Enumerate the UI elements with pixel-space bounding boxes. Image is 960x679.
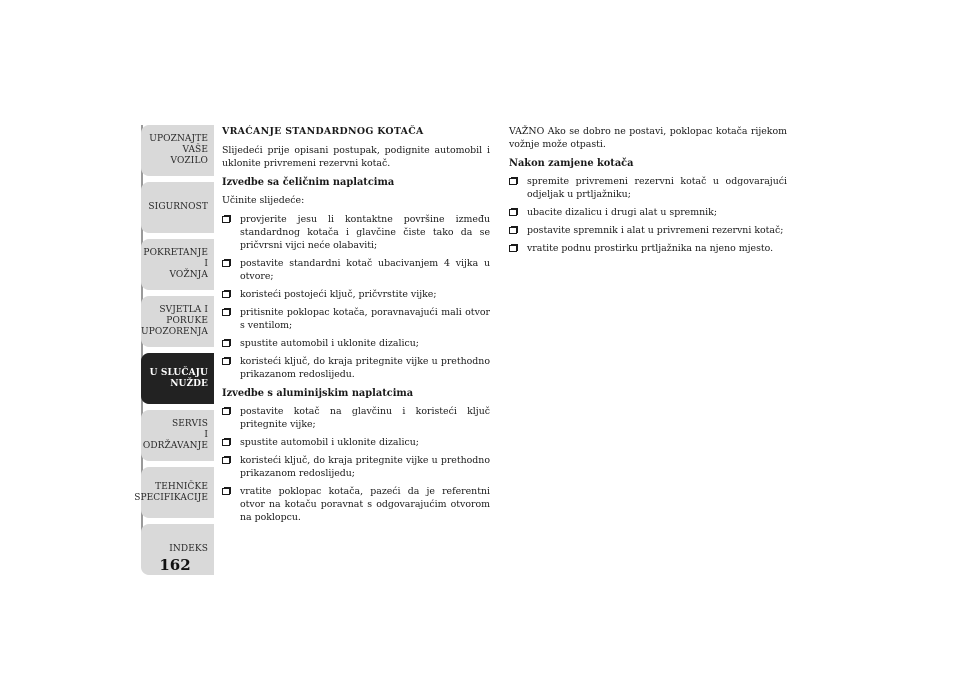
list-item: postavite standardni kotač ubacivanjem 4 vijka u otvore; (222, 257, 490, 283)
checkbox-bullet-icon (222, 340, 230, 347)
subheading-after-change: Nakon zamjene kotača (509, 158, 634, 169)
tab-label: U SLUČAJU NUŽDE (149, 367, 208, 389)
section-title: VRAĆANJE STANDARDNOG KOTAČA (222, 126, 424, 137)
list-item: spustite automobil i uklonite dizalicu; (222, 436, 490, 449)
tab-label: SIGURNOST (148, 202, 208, 212)
steps-after-change (509, 175, 787, 255)
checkbox-bullet-icon (222, 260, 230, 267)
checkbox-bullet-icon (509, 178, 517, 185)
tab-tehnicke-specifikacije[interactable] (134, 467, 214, 518)
list-item: postavite kotač na glavčinu i koristeći ključ pritegnite vijke; (222, 405, 490, 431)
checkbox-bullet-icon (222, 291, 230, 298)
list-item: provjerite jesu li kontaktne površine između standardnog kotača i glavčine čiste tako da se pričvrsni vijci neće olabaviti; (222, 213, 490, 252)
left-column (222, 125, 490, 530)
checkbox-bullet-icon (222, 358, 230, 365)
chapter-tabs (134, 125, 214, 581)
tab-servis-i-odrzavanje[interactable] (141, 410, 214, 461)
checkbox-bullet-icon (509, 209, 517, 216)
tab-pokretanje-i-voznja[interactable] (141, 239, 214, 290)
steps-steel (222, 213, 490, 381)
list-item: spustite automobil i uklonite dizalicu; (222, 337, 490, 350)
page-number: 162 (159, 556, 191, 574)
tab-svjetla-i-poruke[interactable] (141, 296, 214, 347)
tab-u-slucaju-nuzde[interactable] (141, 353, 214, 404)
subheading-steel: Izvedbe sa čeličnim naplatcima (222, 177, 395, 188)
list-item: vratite poklopac kotača, pazeći da je referentni otvor na kotaču poravnat s odgovarajućim otvorom na poklopcu. (222, 485, 490, 524)
right-column (509, 125, 787, 261)
tab-label: SERVIS I ODRŽAVANJE (142, 419, 208, 451)
tab-label: SVJETLA I PORUKE UPOZORENJA (141, 305, 208, 337)
list-item: spremite privremeni rezervni kotač u odgovarajući odjeljak u prtljažniku; (509, 175, 787, 201)
tab-sigurnost[interactable] (141, 182, 214, 233)
intro-paragraph: Slijedeći prije opisani postupak, podignite automobil i uklonite privremeni rezervni kotač. (222, 145, 490, 169)
list-item: postavite spremnik i alat u privremeni rezervni kotač; (509, 224, 787, 237)
checkbox-bullet-icon (222, 457, 230, 464)
tab-upoznajte-vase-vozilo[interactable] (141, 125, 214, 176)
list-item: koristeći ključ, do kraja pritegnite vijke u prethodno prikazanom redoslijedu; (222, 454, 490, 480)
list-item: koristeći postojeći ključ, pričvrstite vijke; (222, 288, 490, 301)
checkbox-bullet-icon (509, 227, 517, 234)
list-item: ubacite dizalicu i drugi alat u spremnik; (509, 206, 787, 219)
tab-label: UPOZNAJTE VAŠE VOZILO (149, 134, 208, 166)
list-item: pritisnite poklopac kotača, poravnavajući mali otvor s ventilom; (222, 306, 490, 332)
steps-aluminium (222, 405, 490, 524)
warning-note: VAŽNO Ako se dobro ne postavi, poklopac kotača rijekom vožnje može otpasti. (509, 126, 787, 150)
checkbox-bullet-icon (509, 245, 517, 252)
lead-paragraph: Učinite slijedeće: (222, 195, 305, 206)
tab-label: POKRETANJE I VOŽNJA (143, 248, 208, 280)
list-item: vratite podnu prostirku prtljažnika na njeno mjesto. (509, 242, 787, 255)
checkbox-bullet-icon (222, 216, 230, 223)
checkbox-bullet-icon (222, 309, 230, 316)
checkbox-bullet-icon (222, 439, 230, 446)
list-item: koristeći ključ, do kraja pritegnite vijke u prethodno prikazanom redoslijedu. (222, 355, 490, 381)
checkbox-bullet-icon (222, 408, 230, 415)
tab-label: TEHNIČKE SPECIFIKACIJE (134, 481, 208, 503)
subheading-aluminium: Izvedbe s aluminijskim naplatcima (222, 388, 414, 399)
checkbox-bullet-icon (222, 488, 230, 495)
tab-label: INDEKS (169, 544, 208, 554)
